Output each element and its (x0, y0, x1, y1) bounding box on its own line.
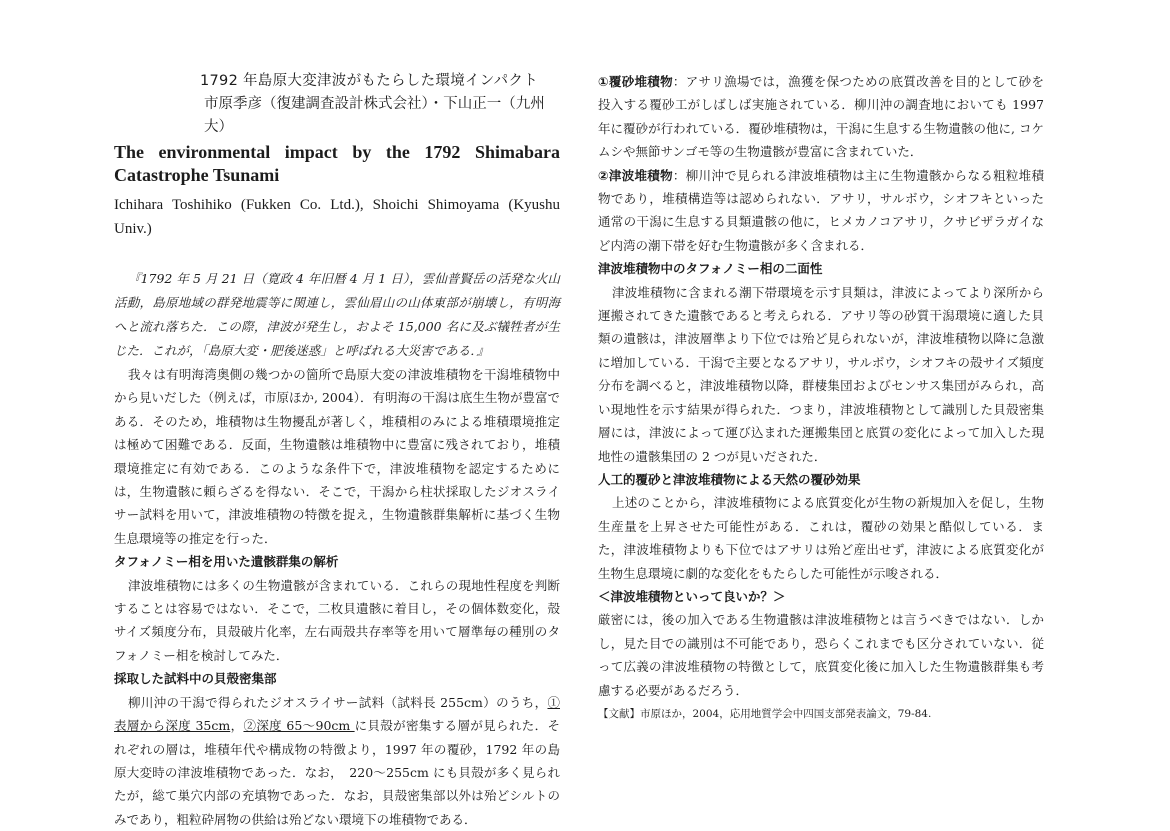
item-tsunami-deposit-text: ：柳川沖で見られる津波堆積物は主に生物遺骸からなる粗粒堆積物であり，堆積構造等は認められない．アサリ，サルボウ，シオフキといった通常の干潟に生息する貝類遺骸の他に，ヒメカノコアサリ，クサビザラガイなど内湾の潮下帯を好む生物遺骸が多く含まれる． (598, 167, 1044, 253)
item-tsunami-deposit (598, 164, 1044, 258)
section-text-sand-effect: 上述のことから，津波堆積物による底質変化が生物の新規加入を促し，生物生産量を上昇させた可能性がある．これは，覆砂の効果と酷似している．また，津波堆積物よりも下位ではアサリは殆ど産出せず，津波による底質変化が生物生息環境に劇的な変化をもたらした可能性が示唆される． (598, 495, 1044, 581)
right-column (598, 70, 1044, 724)
range-separator: ， (230, 718, 244, 734)
japanese-authors: 市原季彦（復建調査設計株式会社）・下山正一（九州大） (204, 96, 545, 135)
item-tsunami-deposit-label: ②津波堆積物 (598, 167, 673, 183)
section-text-duality: 津波堆積物に含まれる潮下帯環境を示す貝類は，津波によってより深所から運搬されてきた遺骸であると考えられる．アサリ等の砂質干潟環境に適した貝類の遺骸は，津波層準より下位では殆ど見られないが，津波堆積物以降に急激に増加している．干潟で主要となるアサリ，サルボウ，シオフキの殻サイズ頻度分布を調べると，津波堆積物以降，群棲集団およびセンサス集団がみられ，高い現地性を示す結果が得られた．つまり，津波堆積物として識別した貝殻密集層には，津波によって運び込まれた運搬集団と底質の変化によって加入した現地性の遺骸集団の 2 つが見いだされた． (598, 284, 1044, 464)
abstract: 『1792 年 5 月 21 日（寛政 4 年旧暦 4 月 1 日），雲仙普賢岳の活発な火山活動，島原地域の群発地震等に関連し，雲仙眉山の山体東部が崩壊し，有明海へと流れ落ちた．この際，津波が発生し，およそ 15,000 名に及ぶ犠牲者が生じた．これが，「島原大変・肥後迷惑」と呼ばれる大災害である．』 (114, 271, 560, 358)
shell-beds-text-a: 柳川沖の干潟で得られたジオスライサー試料（試料長 255cm）のうち， (128, 694, 548, 710)
section-text-shell-beds (114, 691, 560, 831)
depth-range-2: ②深度 65〜90cm (243, 718, 355, 734)
section-heading-sand-effect: 人工的覆砂と津波堆積物による天然の覆砂効果 (598, 471, 861, 487)
left-column (114, 70, 560, 831)
english-authors: Ichihara Toshihiko (Fukken Co. Ltd.), Shoichi Shimoyama (Kyushu Univ.) (114, 197, 560, 237)
section-text-taphonomy: 津波堆積物には多くの生物遺骸が含まれている．これらの現地性程度を判断することは容易ではない．そこで，二枚貝遺骸に着目し，その個体数変化，殻サイズ頻度分布，貝殻破片化率，左右両殻共存率等を用いて層準毎の種別のタフォノミー相を検討してみた． (114, 577, 560, 663)
section-heading-shell-beds: 採取した試料中の貝殻密集部 (114, 671, 277, 687)
intro-paragraph: 我々は有明海湾奥側の幾つかの箇所で島原大変の津波堆積物を干潟堆積物中から見いだした（例えば，市原ほか, 2004）．有明海の干潟は底生生物が豊富である．そのため，堆積物は生物擾乱が著しく，堆積相のみによる堆積環境推定は極めて困難である．反面，生物遺骸は堆積物中に豊富に残されており，堆積環境推定に有効である．このような条件下で，津波堆積物を認定するためには，生物遺骸に頼らざるを得ない．そこで，干潟から柱状採取したジオスライサー試料を用いて，津波堆積物の特徴を捉え，生物遺骸群集解析に基づく生物生息環境等の推定を行った． (114, 367, 561, 546)
shell-beds-text-b: に貝殻が密集する層が見られた．それぞれの層は，堆積年代や構成物の特徴より，1997 年の覆砂，1792 年の島原大変時の津波堆積物であった．なお， 220〜255cm にも貝殻が多く見られたが，総て巣穴内部の充填物であった．なお，貝殻密集部以外は殆どシルトのみであり，粗粒砕屑物の供給は殆どない環境下の堆積物である． (114, 718, 560, 827)
item-sand-cover (598, 70, 1044, 164)
depth-range-1: ①表層から深度 35cm (114, 694, 560, 734)
japanese-title: 1792 年島原大変津波がもたらした環境インパクト (200, 73, 538, 89)
reference: 【文献】市原ほか，2004，応用地質学会中四国支部発表論文，79-84. (598, 707, 932, 720)
section-text-question: 厳密には，後の加入である生物遺骸は津波堆積物とは言うべきではない．しかし，見た目での識別は不可能であり，恐らくこれまでも区分されていない．従って広義の津波堆積物の特徴として，底質変化後に加入した生物遺骸群集も考慮する必要があるだろう． (598, 612, 1044, 698)
english-title: The environmental impact by the 1792 Shimabara Catastrophe Tsunami (114, 142, 560, 185)
item-sand-cover-text: ：アサリ漁場では，漁獲を保つための底質改善を目的として砂を投入する覆砂工がしばしば実施されている．柳川沖の調査地においても 1997 年に覆砂が行われている．覆砂堆積物は，干潟に生息する生物遺骸の他に, コケムシや無節サンゴモ等の生物遺骸が豊富に含まれていた． (598, 74, 1044, 160)
section-heading-duality: 津波堆積物中のタフォノミー相の二面性 (598, 261, 823, 277)
item-sand-cover-label: ①覆砂堆積物 (598, 74, 673, 89)
section-heading-question: ＜津波堆積物といって良いか？＞ (598, 588, 786, 604)
section-heading-taphonomy: タフォノミー相を用いた遺骸群集の解析 (114, 554, 339, 570)
